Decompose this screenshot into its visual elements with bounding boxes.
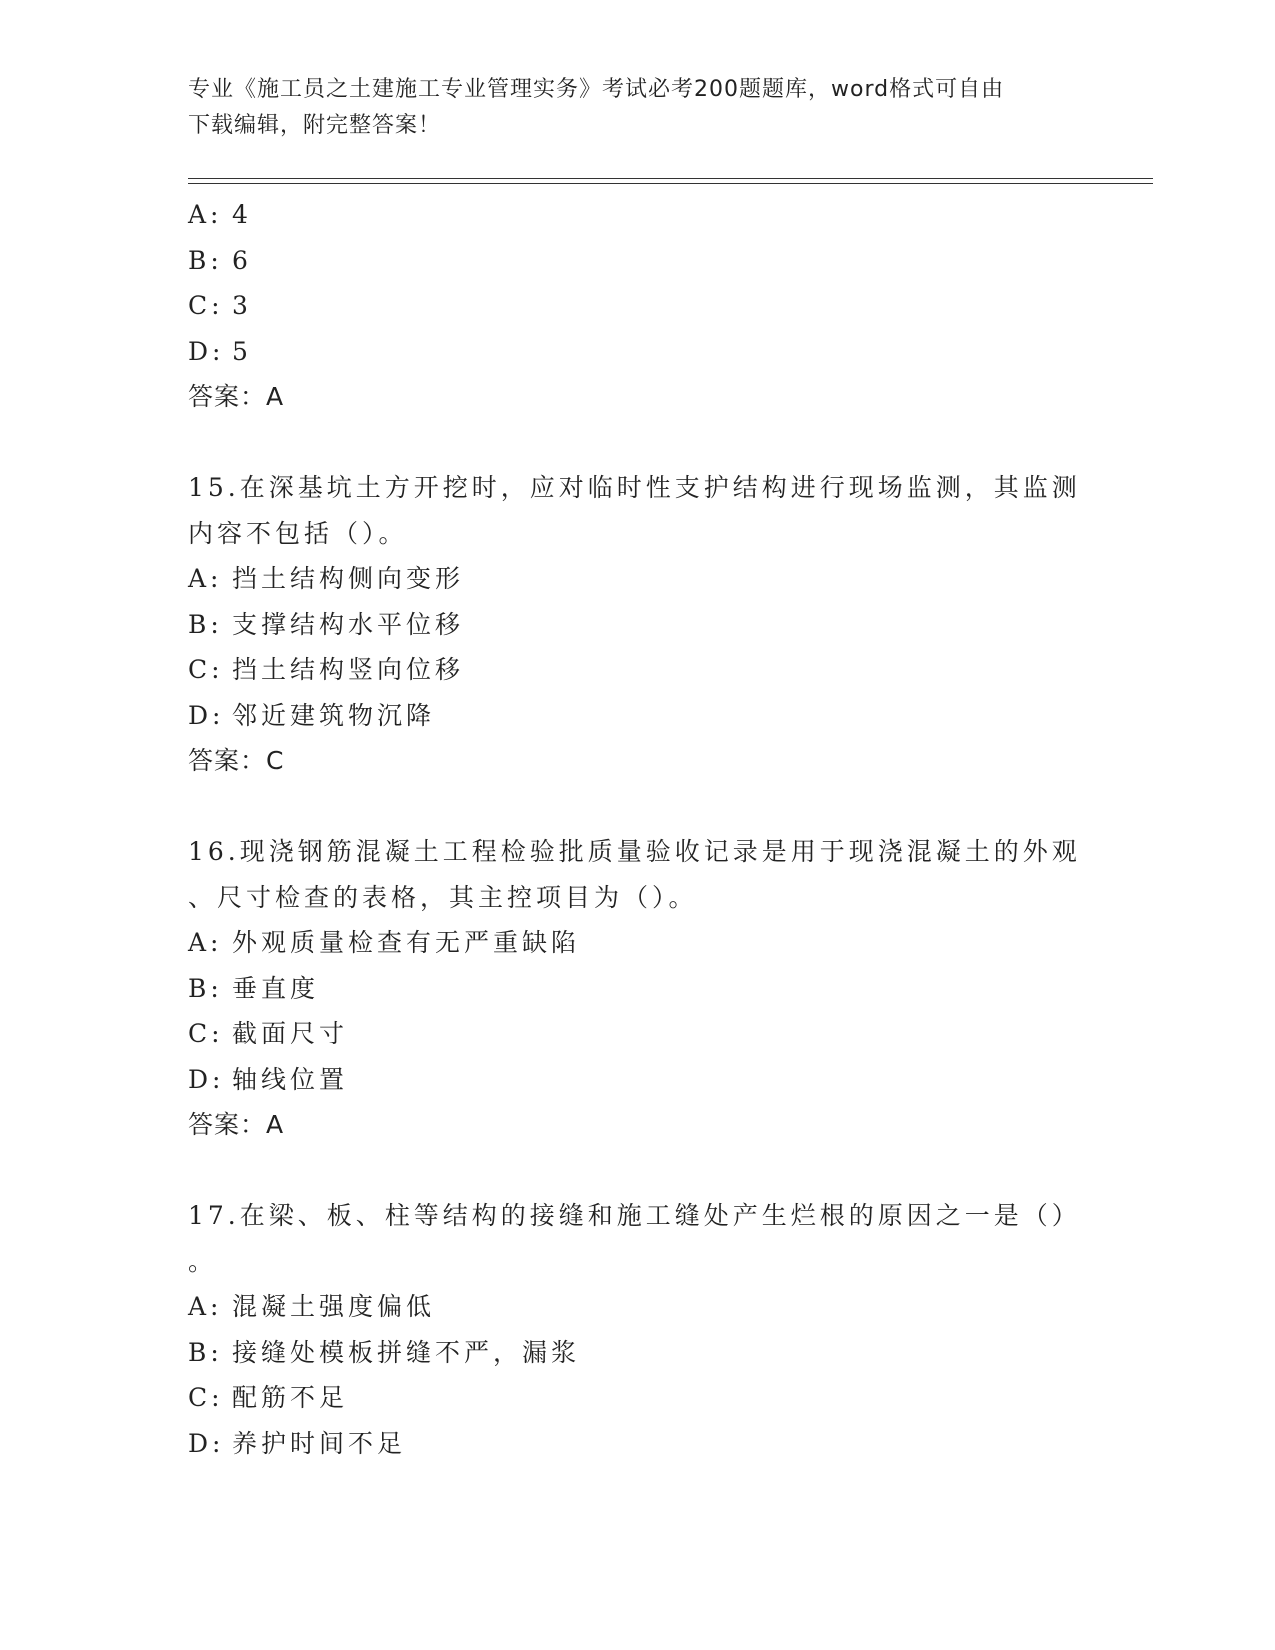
- question-stem-line-1: 15.在深基坑土方开挖时，应对临时性支护结构进行现场监测，其监测: [188, 473, 1081, 502]
- question-15: [188, 465, 1148, 784]
- question-stem-line-2: 、尺寸检查的表格，其主控项目为（）。: [188, 882, 698, 912]
- spacer: [188, 420, 1148, 466]
- document-header: [188, 72, 1088, 144]
- answer: 答案：C: [188, 746, 285, 775]
- option-b: B: 接缝处模板拼缝不严，漏浆: [188, 1337, 581, 1367]
- option-b: B: 垂直度: [188, 973, 320, 1003]
- answer: 答案：A: [188, 382, 285, 411]
- option-a: A: 挡土结构侧向变形: [188, 564, 465, 593]
- option-d: D: 养护时间不足: [188, 1428, 407, 1458]
- answer: 答案：A: [188, 1110, 285, 1139]
- option-a: A: 混凝土强度偏低: [188, 1292, 436, 1321]
- option-d: D: 5: [188, 336, 252, 366]
- option-c: C: 配筋不足: [188, 1383, 349, 1412]
- header-line-1: 专业《施工员之土建施工专业管理实务》考试必考200题题库，word格式可自由: [188, 77, 1005, 102]
- question-14-continued: [188, 192, 1148, 420]
- question-list: [188, 192, 1148, 1466]
- question-stem-line-2: 。: [188, 1246, 218, 1276]
- option-a: A: 4: [188, 200, 252, 229]
- question-17: [188, 1193, 1148, 1466]
- spacer: [188, 784, 1148, 830]
- question-stem-line-1: 16.现浇钢筋混凝土工程检验批质量验收记录是用于现浇混凝土的外观: [188, 837, 1081, 866]
- spacer: [188, 1148, 1148, 1194]
- option-b: B: 支撑结构水平位移: [188, 609, 465, 639]
- option-d: D: 邻近建筑物沉降: [188, 700, 436, 730]
- header-line-2: 下载编辑，附完整答案！: [188, 113, 442, 138]
- option-c: C: 截面尺寸: [188, 1019, 349, 1048]
- header-divider: [188, 178, 1153, 184]
- option-d: D: 轴线位置: [188, 1064, 349, 1094]
- question-stem-line-1: 17.在梁、板、柱等结构的接缝和施工缝处产生烂根的原因之一是（）: [188, 1201, 1081, 1230]
- option-a: A: 外观质量检查有无严重缺陷: [188, 928, 581, 957]
- option-c: C: 挡土结构竖向位移: [188, 655, 465, 684]
- question-stem-line-2: 内容不包括（）。: [188, 518, 408, 548]
- option-c: C: 3: [188, 291, 252, 320]
- option-b: B: 6: [188, 245, 252, 275]
- question-16: [188, 829, 1148, 1148]
